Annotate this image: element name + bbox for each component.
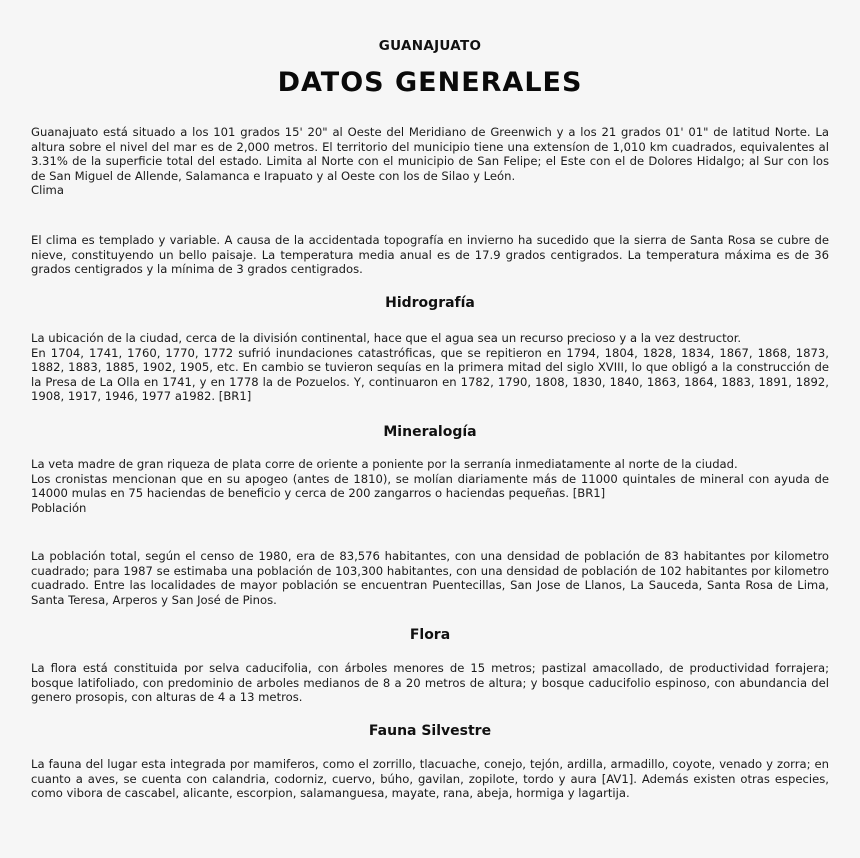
mineralogia-heading: Mineralogía: [383, 424, 477, 440]
poblacion-label: Población: [31, 500, 87, 515]
hidrografia-heading: Hidrografía: [385, 295, 475, 311]
fauna-heading: Fauna Silvestre: [368, 723, 492, 739]
hidrografia-text: En 1704, 1741, 1760, 1770, 1772 sufrió inundaciones catastróficas, que se repitieron en 1794, 1804, 1828, 1834, 1867, 1868, 1873, 1882, 1883, 1885, 1902, 1905, etc. En cambio se tuvieron sequías en la primera mitad del siglo XVIII, lo que obligó a la construcción de la Presa de La Olla en 1741, y en 1778 la de Pozuelos. Y, continuaron en 1782, 1790, 1808, 1830, 1840, 1863, 1864, 1883, 1891, 1892, 1908, 1917, 1946, 1977 a1982. [BR1]: [31, 345, 829, 403]
mineralogia-intro: La veta madre de gran riqueza de plata corre de oriente a poniente por la serranía inmediatamente al norte de la ciudad.: [31, 457, 738, 471]
document-kicker: GUANAJUATO: [378, 38, 482, 54]
fauna-paragraph: La fauna del lugar esta integrada por mamiferos, como el zorrillo, tlacuache, conejo, tejón, ardilla, armadillo, coyote, venado y zorra; en cuanto a aves, se cuenta con calandria, codorniz, cuervo, búho, gavilan, zopilote, tordo y aura [AV1]. Además existen otras especies, como vibora de cascabel, alicante, escorpion, salamanguesa, mayate, rana, abeja, hormiga y lagartija.: [31, 757, 829, 800]
poblacion-paragraph: La población total, según el censo de 1980, era de 83,576 habitantes, con una densidad de población de 83 habitantes por kilometro cuadrado; para 1987 se estimaba una población de 103,300 habitantes, con una densidad de población de 102 habitantes por kilometro cuadrado. Entre las localidades de mayor población se encuentran Puentecillas, San Jose de Llanos, La Sauceda, Santa Rosa de Lima, Santa Teresa, Arperos y San José de Pinos.: [31, 549, 829, 607]
mineralogia-text: Los cronistas mencionan que en su apogeo (antes de 1810), se molían diariamente más de 11000 quintales de mineral con ayuda de 14000 mulas en 75 haciendas de beneficio y cerca de 200 zangarros o haciendas pequeñas. [BR1]: [31, 471, 829, 500]
general-text: Guanajuato está situado a los 101 grados 15' 20" al Oeste del Meridiano de Greenwich y a los 21 grados 01' 01" de latitud Norte. La altura sobre el nivel del mar es de 2,000 metros. El territorio del municipio tiene una extensíon de 1,010 km cuadrados, equivalentes al 3.31% de la superficie total del estado. Limita al Norte con el municipio de San Felipe; el Este con el de Dolores Hidalgo; al Sur con los de San Miguel de Allende, Salamanca e Irapuato y al Oeste con los de Silao y León.: [31, 125, 829, 183]
clima-paragraph: El clima es templado y variable. A causa de la accidentada topografía en invierno ha sucedido que la sierra de Santa Rosa se cubre de nieve, constituyendo un bello paisaje. La temperatura media anual es de 17.9 grados centigrados. La temperatura máxima es de 36 grados centigrados y la mínima de 3 grados centigrados.: [31, 233, 829, 276]
flora-heading: Flora: [409, 627, 451, 643]
hidrografia-intro: La ubicación de la ciudad, cerca de la división continental, hace que el agua sea un recurso precioso y a la vez destructor.: [31, 331, 742, 345]
mineralogia-paragraph: [31, 457, 829, 515]
general-paragraph: [31, 125, 829, 198]
flora-paragraph: La flora está constituida por selva caducifolia, con árboles menores de 15 metros; pastizal amacollado, de productividad forrajera; bosque latifoliado, con predominio de arboles medianos de 8 a 20 metros de altura; y bosque caducifolio espinoso, con abundancia del genero prosopis, con alturas de 4 a 13 metros.: [31, 661, 829, 704]
page-title: DATOS GENERALES: [277, 67, 583, 98]
hidrografia-paragraph: [31, 331, 829, 404]
clima-label: Clima: [31, 183, 64, 197]
